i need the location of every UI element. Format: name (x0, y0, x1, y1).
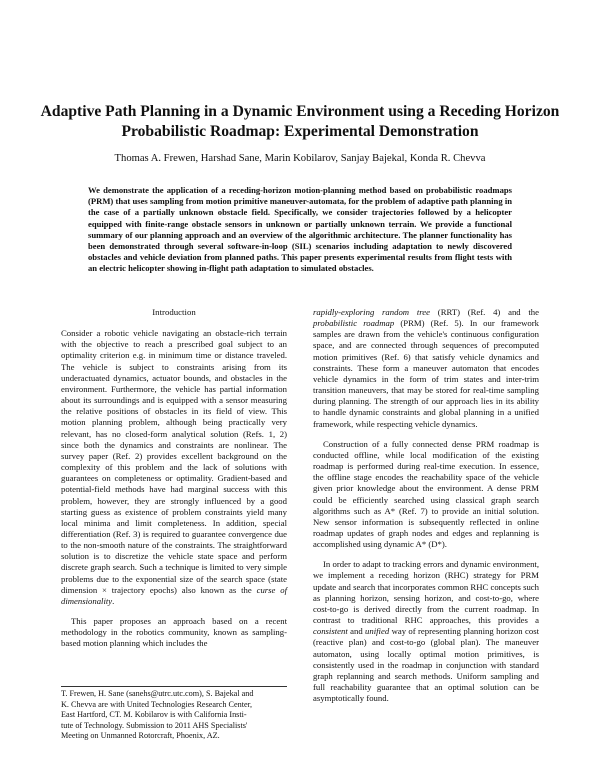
intro-paragraph-1-emphasis: curse of dimensionality (61, 584, 288, 606)
footnote-line: tute of Technology. Submission to 2011 AHS Specialists' (61, 720, 248, 730)
intro-paragraph-2: This paper proposes an approach based on a recent methodology in the robotics community, known as sampling-based motion planning which includes the (61, 616, 287, 649)
right-paragraph-3-c: way of representing planning horizon cost (reactive plan) and cost-to-go (global plan). The maneuver automaton, using locally optimal motion primitives, is consistently used in the roadmap in conjunction with standard graph replanning and search methods. Uniform sampling and full reachability guarantee that an optimal solution can be asymptotically found. (313, 626, 539, 704)
term-prm: probabilistic roadmap (313, 318, 395, 329)
right-paragraph-3-b: and (350, 626, 363, 637)
right-paragraph-1-a: (RRT) (Ref. 4) and the (437, 307, 540, 317)
author-list: Thomas A. Frewen, Harshad Sane, Marin Kobilarov, Sanjay Bajekal, Konda R. Chevva (114, 153, 486, 164)
title-line-1: Adaptive Path Planning in a Dynamic Environment using a Receding Horizon (40, 103, 560, 120)
right-paragraph-2: Construction of a fully connected dense PRM roadmap is conducted offline, while local modification of the existing roadmap is performed during real-time execution. In essence, the offline stage encodes the reachability space of the vehicle given prior knowledge about the environment. A dense PRM could be efficiently searched using classical graph search algorithms such as A* (Ref. 7) to provide an initial solution. New sensor information is subsequently reflected in online roadmap updates of graph nodes and edges and replanning is accomplished using dynamic A* (D*). (313, 438, 539, 550)
term-consistent: consistent (313, 626, 348, 637)
author-footnote (61, 689, 287, 742)
footnote-line: East Hartford, CT. M. Kobilarov is with California Insti- (61, 710, 247, 720)
right-paragraph-1-b: (PRM) (Ref. 5). In our framework samples are drawn from the vehicle's continuous configuration space, and are connected through sequences of precomputed motion primitives (Ref. 6) that satisfy vehicle dynamics and constraints. These form a maneuver automaton that encodes vehicle dynamics in the form of trim states and inter-trim transition maneuvers, that may be stored for real-time sampling during planning. The strength of our approach lies in its ability to handle dynamic constraints and global planning in a unified framework, while respecting vehicle dynamics. (313, 318, 539, 429)
footnote-line: K. Chevva are with United Technologies Research Center, (61, 699, 253, 709)
right-column (313, 307, 539, 713)
section-heading-introduction: Introduction (152, 307, 196, 317)
footnote-line: T. Frewen, H. Sane (sanehs@utrc.utc.com), S. Bajekal and (61, 689, 254, 698)
right-paragraph-3-a: In order to adapt to tracking errors and dynamic environment, we implement a receding horizon (RHC) strategy for PRM update and search that incorporates common RHC concepts such as planning horizon, sensing horizon, and cost-to-go, where cost-to-go is derived directly from the current roadmap. In contrast to traditional RHC approaches, this provides a (313, 559, 539, 626)
title-line-2: Probabilistic Roadmap: Experimental Demonstration (121, 123, 479, 140)
term-unified: unified (365, 626, 390, 637)
term-rrt: rapidly-exploring random tree (313, 307, 431, 317)
right-paragraph-1 (313, 307, 539, 430)
left-column (61, 307, 287, 659)
intro-paragraph-1-end: . (112, 595, 115, 606)
abstract: We demonstrate the application of a receding-horizon motion-planning method based on probabilistic roadmaps (PRM) that uses sampling from motion primitive maneuver-automata, for the problem of adaptive path planning in the case of a partially unknown obstacle field. Specifically, we consider trajectories followed by a helicopter equipped with finite-range obstacle sensors in unknown or partially unknown terrain. We provide a functional summary of our planning approach and an overview of the algorithmic architecture. The planner functionality has been demonstrated through several software-in-loop (SIL) scenarios including adaptation to newly discovered obstacles and vehicle deviation from planned paths. This paper presents experimental results from flight tests with an electric helicopter showing in-flight path adaptation to simulated obstacles. (88, 185, 512, 274)
intro-paragraph-1-text: Consider a robotic vehicle navigating an obstacle-rich terrain with the objective to reach a prescribed goal subject to an optimality criterion e.g. in minimum time or distance traveled. The vehicle is subject to constraints arising from its underactuated dynamics, actuator bounds, and obstacles in the environment. Furthermore, the vehicle has partial information about its surroundings and is equipped with a sensor measuring the relative positions of obstacles in its field of view. This motion planning problem, although being practically very relevant, has no closed-form analytical solution (Refs. 1, 2) since both the dynamics and constraints are nonlinear. The survey paper (Ref. 2) provides excellent background on the complexity of this problem and the lack of solutions with guarantees on completeness or optimality. Gradient-based and potential-field methods have had marginal success with this problem, however, they are strongly influenced by a good starting guess as existence of problem constraints yield many local minima and limit completeness. In addition, special differentiation (Ref. 3) is required to guarantee convergence due to the non-smooth nature of the constraints. The straightforward solution is to discretize the vehicle state space and perform discrete graph search. Such a technique is limited to very simple problems due to the exponential size of the search space (state dimension × trajectory epochs) also known as the (61, 328, 287, 595)
right-paragraph-3 (313, 559, 539, 704)
footnote-line: Meeting on Unmanned Rotorcraft, Phoenix, AZ. (61, 731, 220, 741)
paper-title (40, 102, 560, 142)
intro-paragraph-1 (61, 328, 287, 607)
footnote-divider (61, 686, 287, 687)
